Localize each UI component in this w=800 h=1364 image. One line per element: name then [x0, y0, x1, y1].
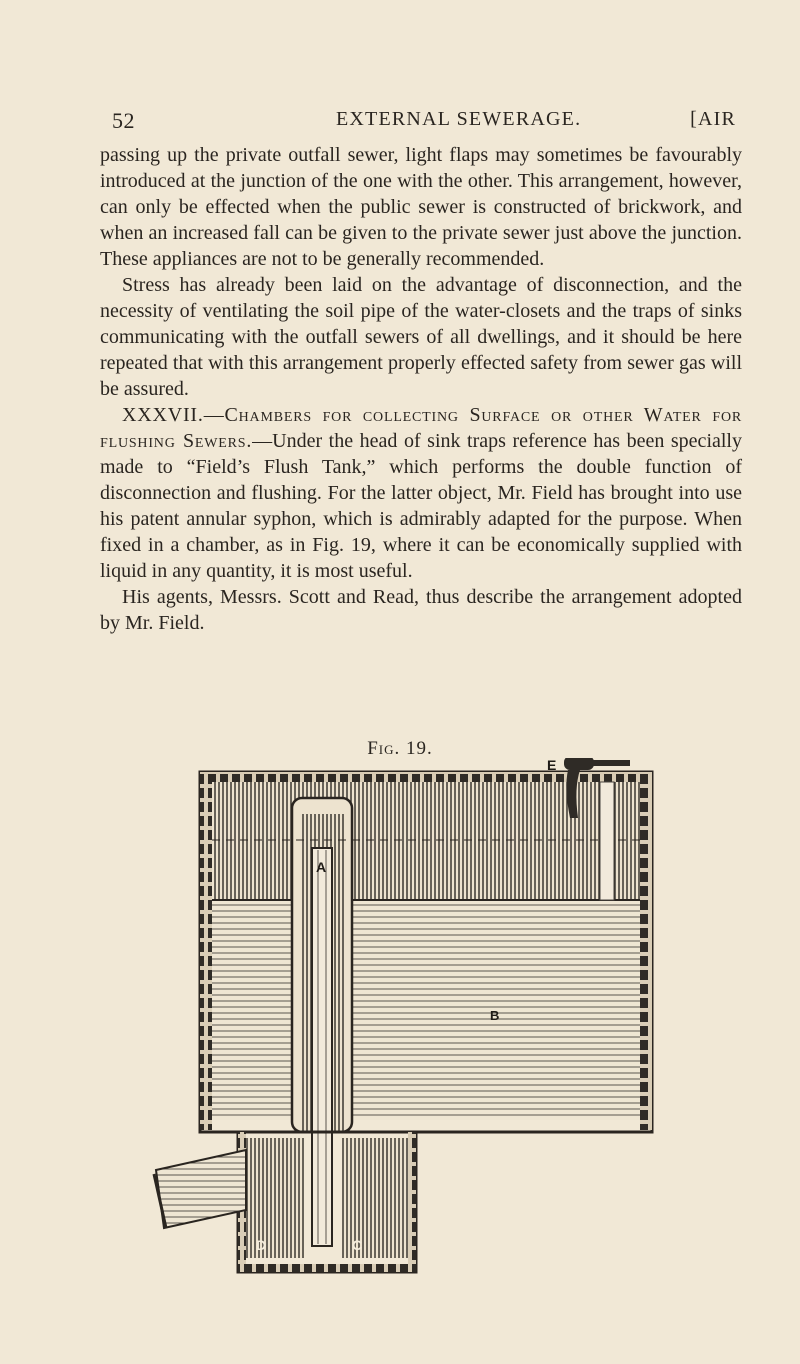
page-number: 52 — [112, 108, 135, 133]
running-header — [112, 108, 736, 138]
section-mark: [AIR — [690, 108, 736, 130]
paragraph-1: passing up the private outfall sewer, light flaps may sometimes be favourably introduced at the junction of the one with the other. This arrangement, however, can only be effected when the public sewer is constructed of brickwork, and when an increased fall can be given to the private sewer just above the junction. These appliances are not to be generally recommended. — [100, 144, 742, 270]
top-brick-course — [200, 772, 652, 782]
section-heading: XXXVII.—Chambers for collecting Surface or other Water for flushing Sewers. — [100, 404, 742, 452]
label-e: E — [547, 758, 557, 773]
figure-caption: Fig. 19. — [367, 738, 433, 759]
label-b: B — [490, 1008, 500, 1023]
body-text — [100, 142, 742, 636]
paragraph-4: His agents, Messrs. Scott and Read, thus describe the arrangement adopted by Mr. Field. — [100, 586, 742, 634]
outlet-pipe — [154, 1150, 246, 1228]
flush-tank-diagram — [146, 758, 666, 1280]
label-c: C — [352, 1237, 363, 1253]
water-body — [212, 900, 640, 1120]
paragraph-3-text: —Under the head of sink traps reference has been specially made to “Field’s Flush Tank,” which performs the double function of disconnection and flushing. For the latter object, Mr. Field has brought into use his patent annular syphon, which is admirably adapted for the purpose. When fixed in a chamber, as in Fig. 19, where it can be economically supplied with liquid in any quantity, it is most useful. — [100, 430, 742, 582]
label-d: D — [256, 1237, 267, 1253]
right-brick-wall — [640, 778, 652, 1130]
paragraph-3 — [100, 402, 742, 584]
left-brick-wall — [200, 778, 212, 1130]
label-a: A — [316, 859, 327, 875]
running-title: EXTERNAL SEWERAGE. — [336, 108, 582, 130]
syphon-inner-pipe — [312, 848, 332, 1246]
paragraph-2: Stress has already been laid on the advantage of disconnection, and the necessity of ventilating the soil pipe of the water-closets and the traps of sinks communicating with the outfall sewers of all dwellings, and it should be here repeated that with this arrangement properly effected safety from sewer gas will be assured. — [100, 274, 742, 400]
